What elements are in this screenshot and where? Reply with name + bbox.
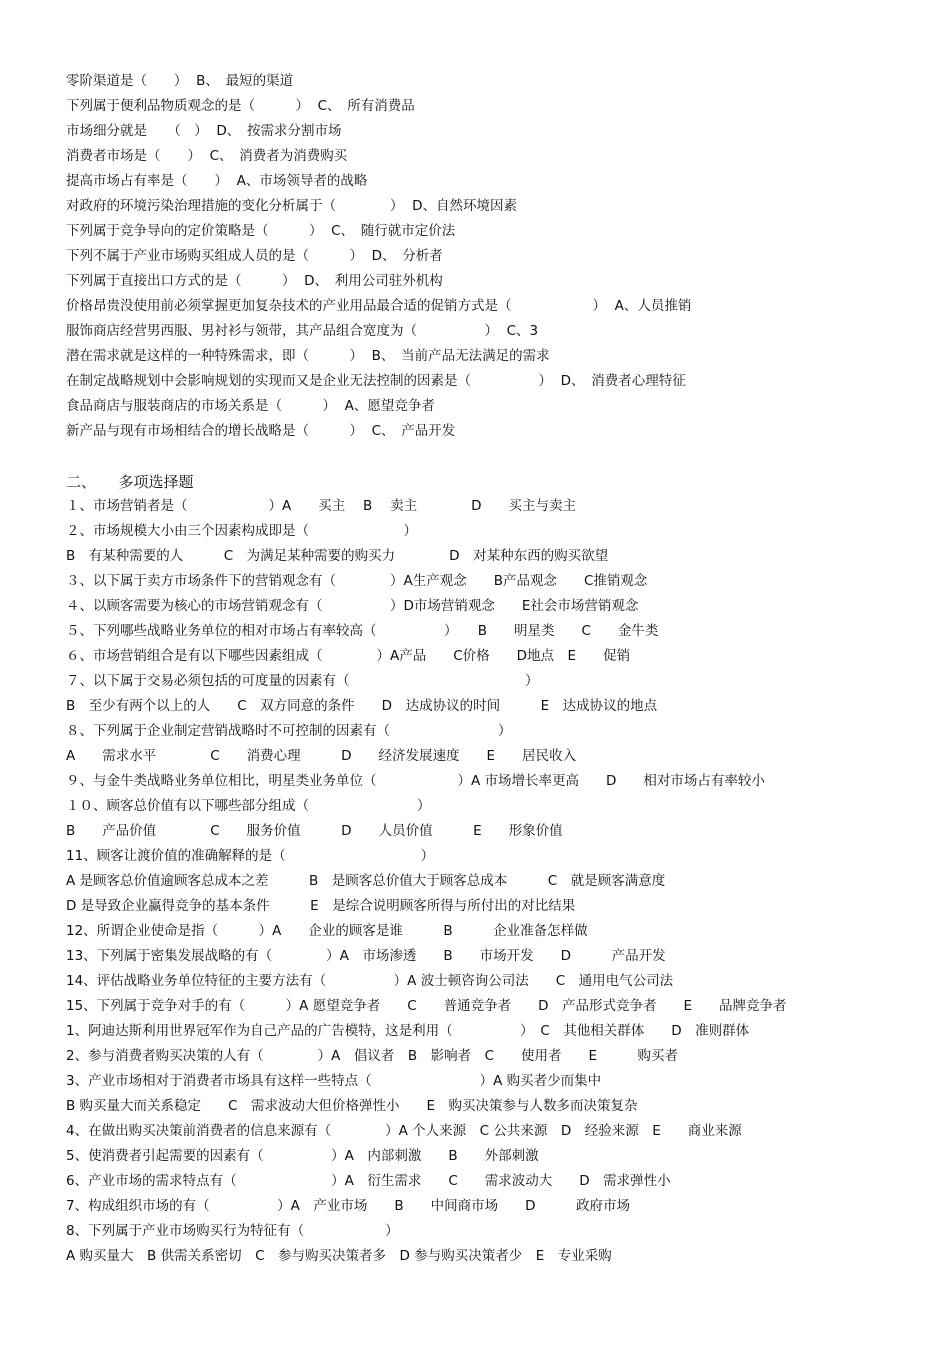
s2-line-29: 7、构成组织市场的有（ ）A 产业市场 B 中间商市场 D 政府市场 xyxy=(66,1198,630,1214)
s1-line-6: 对政府的环境污染治理措施的变化分析属于（ ） D、自然环境因素 xyxy=(66,198,517,214)
s1-line-13: 在制定战略规划中会影响规划的实现而又是企业无法控制的因素是（ ） D、 消费者心理特征 xyxy=(66,373,686,389)
s2-line-6: ５、下列哪些战略业务单位的相对市场占有率较高（ ） B 明星类 C 金牛类 xyxy=(66,623,659,639)
s2-line-26: 4、在做出购买决策前消费者的信息来源有（ ）A 个人来源 C 公共来源 D 经验来源 E 商业来源 xyxy=(66,1123,742,1139)
s2-line-30: 8、下列属于产业市场购买行为特征有（ ） xyxy=(66,1223,399,1239)
s2-line-4: ３、以下属于卖方市场条件下的营销观念有（ ）A生产观念 B产品观念 C推销观念 xyxy=(66,573,648,589)
s1-line-3: 市场细分就是 （ ） D、 按需求分割市场 xyxy=(66,123,342,139)
s1-line-4: 消费者市场是（ ） C、 消费者为消费购买 xyxy=(66,148,348,164)
s2-line-16: A 是顾客总价值逾顾客总成本之差 B 是顾客总价值大于顾客总成本 C 就是顾客满意度 xyxy=(66,873,666,889)
s2-line-13: １０、顾客总价值有以下哪些部分组成（ ） xyxy=(66,798,431,814)
s1-line-8: 下列不属于产业市场购买组成人员的是（ ） D、 分析者 xyxy=(66,248,443,264)
s2-line-27: 5、使消费者引起需要的因素有（ ）A 内部刺激 B 外部刺激 xyxy=(66,1148,539,1164)
s2-line-9: B 至少有两个以上的人 C 双方同意的条件 D 达成协议的时间 E 达成协议的地点 xyxy=(66,698,658,714)
s1-line-1: 零阶渠道是（ ） B、 最短的渠道 xyxy=(66,73,294,89)
s2-line-20: 14、评估战略业务单位特征的主要方法有（ ）A 波士顿咨询公司法 C 通用电气公司法 xyxy=(66,973,674,989)
s2-line-28: 6、产业市场的需求特点有（ ）A 衍生需求 C 需求波动大 D 需求弹性小 xyxy=(66,1173,671,1189)
s1-line-14: 食品商店与服装商店的市场关系是（ ） A、愿望竞争者 xyxy=(66,398,435,414)
s1-line-2: 下列属于便利品物质观念的是（ ） C、 所有消费品 xyxy=(66,98,415,114)
s1-line-5: 提高市场占有率是（ ） A、市场领导者的战略 xyxy=(66,173,368,189)
s2-line-31: A 购买量大 B 供需关系密切 C 参与购买决策者多 D 参与购买决策者少 E 专业采购 xyxy=(66,1248,612,1264)
s2-line-3: B 有某种需要的人 C 为满足某种需要的购买力 D 对某种东西的购买欲望 xyxy=(66,548,609,564)
s2-line-21: 15、下列属于竞争对手的有（ ）A 愿望竞争者 C 普通竞争者 D 产品形式竞争者 E 品牌竞争者 xyxy=(66,998,787,1014)
s2-line-22: 1、阿迪达斯利用世界冠军作为自己产品的广告模特，这是利用（ ） C 其他相关群体 D 准则群体 xyxy=(66,1023,750,1039)
s2-line-1: １、市场营销者是（ ）A 买主 B 卖主 D 买主与卖主 xyxy=(66,498,576,514)
s2-line-23: 2、参与消费者购买决策的人有（ ）A 倡议者 B 影响者 C 使用者 E 购买者 xyxy=(66,1048,679,1064)
s2-line-7: ６、市场营销组合是有以下哪些因素组成（ ）A产品 C价格 D地点 E 促销 xyxy=(66,648,631,664)
s2-line-2: ２、市场规模大小由三个因素构成即是（ ） xyxy=(66,523,417,539)
s2-line-17: D 是导致企业赢得竞争的基本条件 E 是综合说明顾客所得与所付出的对比结果 xyxy=(66,898,576,914)
section2-heading: 二、 多项选择题 xyxy=(66,473,194,491)
s2-line-15: 11、顾客让渡价值的准确解释的是（ ） xyxy=(66,848,435,864)
s1-line-7: 下列属于竞争导向的定价策略是（ ） C、 随行就市定价法 xyxy=(66,223,456,239)
s2-line-5: ４、以顾客需要为核心的市场营销观念有（ ）D市场营销观念 E社会市场营销观念 xyxy=(66,598,639,614)
s2-line-12: ９、与金牛类战略业务单位相比，明星类业务单位（ ）A 市场增长率更高 D 相对市场占有率较小 xyxy=(66,773,765,789)
s1-line-10: 价格昂贵没使用前必须掌握更加复杂技术的产业用品最合适的促销方式是（ ） A、人员推销 xyxy=(66,298,692,314)
s2-line-24: 3、产业市场相对于消费者市场具有这样一些特点（ ）A 购买者少而集中 xyxy=(66,1073,602,1089)
s2-line-18: 12、所谓企业使命是指（ ）A 企业的顾客是谁 B 企业准备怎样做 xyxy=(66,923,588,939)
s2-line-11: A 需求水平 C 消费心理 D 经济发展速度 E 居民收入 xyxy=(66,748,577,764)
s1-line-15: 新产品与现有市场相结合的增长战略是（ ） C、 产品开发 xyxy=(66,423,456,439)
s2-line-19: 13、下列属于密集发展战略的有（ ）A 市场渗透 B 市场开发 D 产品开发 xyxy=(66,948,666,964)
s2-line-25: B 购买量大而关系稳定 C 需求波动大但价格弹性小 E 购买决策参与人数多而决策复杂 xyxy=(66,1098,638,1114)
s2-line-14: B 产品价值 C 服务价值 D 人员价值 E 形象价值 xyxy=(66,823,563,839)
s1-line-9: 下列属于直接出口方式的是（ ） D、 利用公司驻外机构 xyxy=(66,273,443,289)
s1-line-12: 潜在需求就是这样的一种特殊需求，即（ ） B、 当前产品无法满足的需求 xyxy=(66,348,550,364)
s1-line-11: 服饰商店经营男西服、男衬衫与领带，其产品组合宽度为（ ） C、3 xyxy=(66,323,539,339)
s2-line-8: ７、以下属于交易必须包括的可度量的因素有（ ） xyxy=(66,673,539,689)
s2-line-10: ８、下列属于企业制定营销战略时不可控制的因素有（ ） xyxy=(66,723,512,739)
